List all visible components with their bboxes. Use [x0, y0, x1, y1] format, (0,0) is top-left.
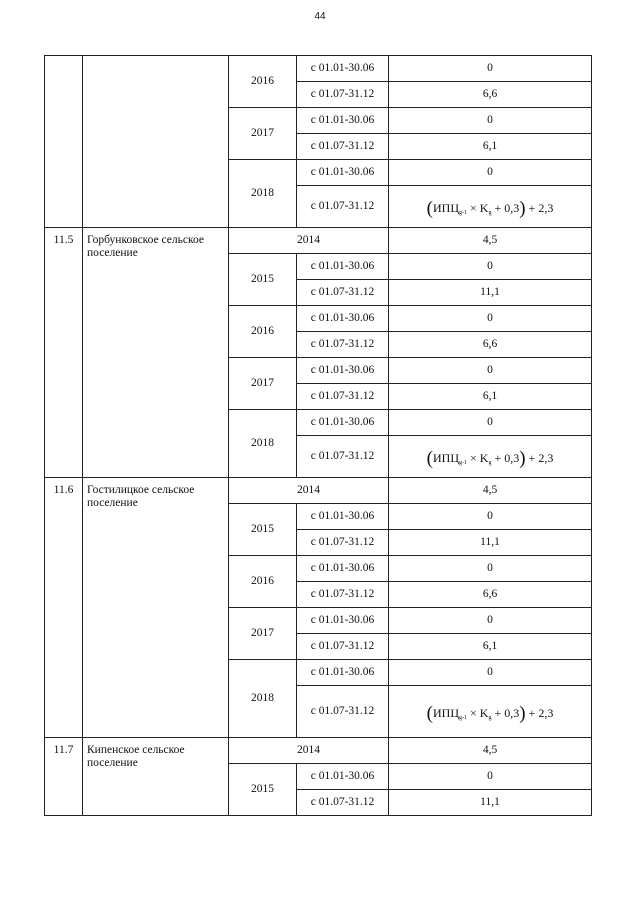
formula-cell [389, 686, 592, 738]
value-cell: 0 [389, 608, 592, 634]
base-year-cell: 2014 [229, 478, 389, 504]
formula-cell [389, 436, 592, 478]
value-cell: 0 [389, 660, 592, 686]
period-cell: с 01.07-31.12 [297, 790, 389, 816]
value-cell: 0 [389, 160, 592, 186]
base-year-cell: 2014 [229, 228, 389, 254]
year-cell: 2018 [229, 410, 297, 478]
period-cell: с 01.07-31.12 [297, 686, 389, 738]
formula-cell [389, 186, 592, 228]
period-cell: с 01.07-31.12 [297, 582, 389, 608]
municipality-name-cell: Гостилицкое сельское поселение [83, 478, 229, 738]
table-row [45, 56, 592, 82]
tariff-table [44, 55, 592, 816]
period-cell: с 01.01-30.06 [297, 160, 389, 186]
municipality-name-cell: Кипенское сельское поселение [83, 738, 229, 816]
period-cell: с 01.07-31.12 [297, 332, 389, 358]
value-cell: 6,1 [389, 134, 592, 160]
year-cell: 2018 [229, 660, 297, 738]
year-cell: 2017 [229, 608, 297, 660]
value-cell: 0 [389, 504, 592, 530]
year-cell: 2016 [229, 556, 297, 608]
year-cell: 2015 [229, 254, 297, 306]
period-cell: с 01.01-30.06 [297, 358, 389, 384]
page-number: 44 [314, 11, 326, 22]
table-row [45, 478, 592, 504]
value-cell: 0 [389, 254, 592, 280]
period-cell: с 01.07-31.12 [297, 134, 389, 160]
period-cell: с 01.01-30.06 [297, 410, 389, 436]
value-cell: 0 [389, 306, 592, 332]
value-cell: 6,6 [389, 582, 592, 608]
value-cell: 11,1 [389, 280, 592, 306]
year-cell: 2017 [229, 358, 297, 410]
period-cell: с 01.07-31.12 [297, 280, 389, 306]
year-cell: 2015 [229, 504, 297, 556]
value-cell: 0 [389, 410, 592, 436]
tariff-formula: $(ИПЦ_{g-1} \times K_g + 0,3) + 2,3$ [426, 702, 554, 724]
table-row [45, 738, 592, 764]
period-cell: с 01.01-30.06 [297, 254, 389, 280]
row-number-cell [45, 56, 83, 228]
tariff-table-body [45, 56, 592, 816]
value-cell: 6,6 [389, 332, 592, 358]
row-number-cell: 11.5 [45, 228, 83, 478]
year-cell: 2017 [229, 108, 297, 160]
period-cell: с 01.07-31.12 [297, 436, 389, 478]
period-cell: с 01.01-30.06 [297, 608, 389, 634]
value-cell: 6,1 [389, 634, 592, 660]
period-cell: с 01.01-30.06 [297, 660, 389, 686]
value-cell: 0 [389, 764, 592, 790]
value-cell: 11,1 [389, 790, 592, 816]
value-cell: 6,1 [389, 384, 592, 410]
period-cell: с 01.07-31.12 [297, 82, 389, 108]
tariff-formula: $(ИПЦ_{g-1} \times K_g + 0,3) + 2,3$ [426, 447, 554, 469]
value-cell: 4,5 [389, 738, 592, 764]
period-cell: с 01.01-30.06 [297, 556, 389, 582]
table-row [45, 228, 592, 254]
row-number-cell: 11.7 [45, 738, 83, 816]
value-cell: 11,1 [389, 530, 592, 556]
value-cell: 0 [389, 108, 592, 134]
period-cell: с 01.01-30.06 [297, 108, 389, 134]
year-cell: 2016 [229, 56, 297, 108]
municipality-name-cell [83, 56, 229, 228]
period-cell: с 01.07-31.12 [297, 186, 389, 228]
period-cell: с 01.07-31.12 [297, 530, 389, 556]
year-cell: 2015 [229, 764, 297, 816]
tariff-formula: $(ИПЦ_{g-1} \times K_g + 0,3) + 2,3$ [426, 197, 554, 219]
value-cell: 6,6 [389, 82, 592, 108]
base-year-cell: 2014 [229, 738, 389, 764]
value-cell: 0 [389, 56, 592, 82]
period-cell: с 01.01-30.06 [297, 56, 389, 82]
value-cell: 4,5 [389, 228, 592, 254]
value-cell: 0 [389, 358, 592, 384]
row-number-cell: 11.6 [45, 478, 83, 738]
value-cell: 0 [389, 556, 592, 582]
period-cell: с 01.01-30.06 [297, 504, 389, 530]
period-cell: с 01.01-30.06 [297, 306, 389, 332]
period-cell: с 01.01-30.06 [297, 764, 389, 790]
year-cell: 2016 [229, 306, 297, 358]
municipality-name-cell: Горбунковское сельское поселение [83, 228, 229, 478]
value-cell: 4,5 [389, 478, 592, 504]
period-cell: с 01.07-31.12 [297, 634, 389, 660]
period-cell: с 01.07-31.12 [297, 384, 389, 410]
year-cell: 2018 [229, 160, 297, 228]
